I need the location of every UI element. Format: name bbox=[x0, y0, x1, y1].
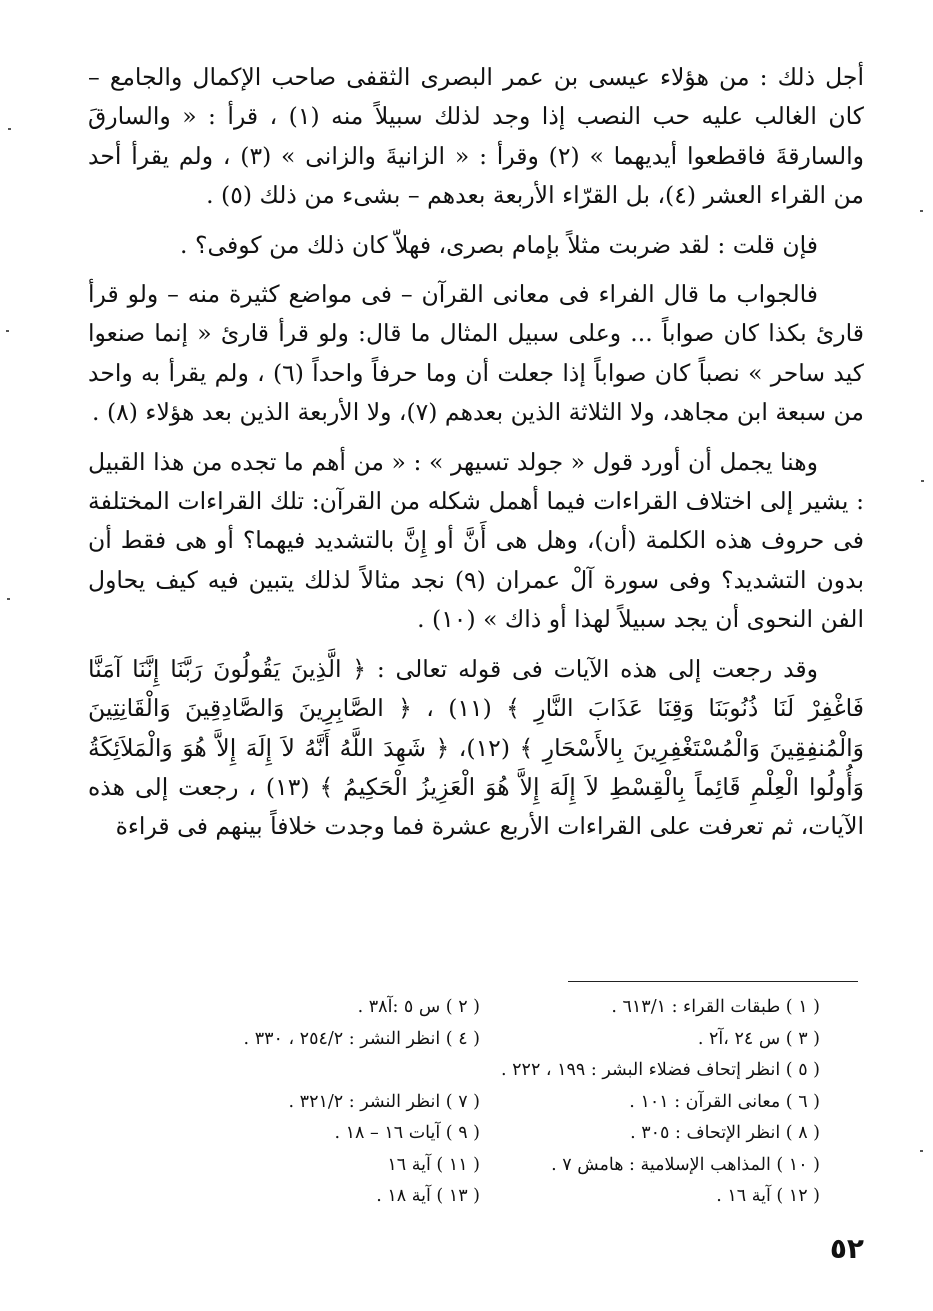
footnote: ( ١٣ ) آية ١٨ . bbox=[376, 1186, 480, 1206]
footnote-row bbox=[140, 992, 820, 1024]
footnote: ( ١ ) طبقات القراء : ٦١٣/١ . bbox=[611, 997, 820, 1017]
scan-speck bbox=[7, 598, 10, 600]
paragraph: فإن قلت : لقد ضربت مثلاً بإمام بصرى، فهلاّ كان ذلك من كوفى؟ . bbox=[180, 230, 818, 259]
scan-speck bbox=[920, 1150, 923, 1152]
main-text bbox=[88, 58, 864, 857]
footnote: ( ١٢ ) آية ١٦ . bbox=[716, 1186, 820, 1206]
page-number: ٥٢ bbox=[829, 1232, 864, 1265]
scan-speck bbox=[920, 210, 923, 212]
footnote-row bbox=[140, 1118, 820, 1150]
footnote: ( ٣ ) س ٢٤ ،آ٢ . bbox=[697, 1028, 820, 1049]
footnote-row bbox=[140, 1181, 820, 1213]
scan-speck bbox=[8, 128, 11, 130]
paragraph: وقد رجعت إلى هذه الآيات فى قوله تعالى : ﴿ الَّذِينَ يَقُولُونَ رَبَّنَا إِنَّنَا آمَنَّا فَاغْفِرْ لَنَا ذُنُوبَنَا وَقِنَا عَذَابَ النَّارِ ﴾ (١١) ، ﴿ الصَّابِرِينَ وَالصَّادِقِينَ وَالْقَانِتِينَ وَالْمُنفِقِينَ وَالْمُسْتَغْفِرِينَ بِالأَسْحَارِ ﴾ (١٢)، ﴿ شَهِدَ اللَّهُ أَنَّهُ لاَ إِلَهَ إِلاَّ هُوَ وَالْمَلاَئِكَةُ وَأُولُوا الْعِلْمِ قَائِماً بِالْقِسْطِ لاَ إِلَهَ إِلاَّ هُوَ الْعَزِيزُ الْحَكِيمُ ﴾ (١٣) ، رجعت إلى هذه الآيات، ثم تعرفت على القراءات الأربع عشرة فما وجدت خلافاً بينهم فى قراءة bbox=[88, 654, 865, 841]
footnote: ( ٥ ) انظر إتحاف فضلاء البشر : ١٩٩ ، ٢٢٢ . bbox=[501, 1060, 820, 1080]
footnote-row bbox=[140, 1087, 820, 1119]
footnote: ( ٤ ) انظر النشر : ٢٥٤/٢ ، ٣٣٠ . bbox=[243, 1028, 480, 1049]
footnote: ( ٦ ) معانى القرآن : ١٠١ . bbox=[629, 1091, 820, 1112]
footnote: ( ٨ ) انظر الإتحاف : ٣٠٥ . bbox=[630, 1123, 820, 1143]
footnote: ( ٧ ) انظر النشر : ٣٢١/٢ . bbox=[288, 1091, 480, 1112]
footnote: ( ١١ ) آية ١٦ bbox=[387, 1154, 480, 1175]
footnote: ( ٢ ) س ٥ :آ٣٨ . bbox=[357, 997, 480, 1017]
paragraph: فالجواب ما قال الفراء فى معانى القرآن – فى مواضع كثيرة منه – ولو قرأ قارئ بكذا كان صواباً ... وعلى سبيل المثال ما قال: ولو قرأ قارئ « إنما صنعوا كيد ساحر » نصباً كان صواباً إذا جعلت أن وما حرفاً واحداً (٦) ، ولم يقرأ به واحد من سبعة ابن مجاهد، ولا الثلاثة الذين بعدهم (٧)، ولا الأربعة الذين بعد هؤلاء (٨) . bbox=[88, 280, 864, 427]
footnote: ( ٩ ) آيات ١٦ – ١٨ . bbox=[334, 1123, 480, 1143]
footnote-divider bbox=[568, 981, 858, 982]
footnote-row bbox=[140, 1024, 820, 1056]
footnote-row bbox=[140, 1150, 820, 1182]
paragraph: أجل ذلك : من هؤلاء عيسى بن عمر البصرى الثقفى صاحب الإكمال والجامع – كان الغالب عليه حب النصب إذا وجد لذلك سبيلاً منه (١) ، قرأ : « والسارقَ والسارقةَ فاقطعوا أيديهما » (٢) وقرأ : « الزانيةَ والزانى » (٣) ، ولم يقرأ أحد من القراء العشر (٤)، بل القرّاء الأربعة بعدهم – بشىء من ذلك (٥) . bbox=[88, 63, 865, 210]
footnote-row bbox=[140, 1055, 820, 1087]
paragraph: وهنا يجمل أن أورد قول « جولد تسيهر » : « من أهم ما تجده من هذا القبيل : يشير إلى اختلاف القراءات فيما أهمل شكله من القرآن: تلك القراءات المختلفة فى حروف هذه الكلمة (أن)، وهل هى أَنَّ أو إِنَّ بالتشديد فيهما؟ أو هى فقط أن بدون التشديد؟ وفى سورة آلْ عمران (٩) نجد مثالاً لذلك يتبين فيه كيف يحاول الفن النحوى أن يجد سبيلاً لهذا أو ذاك » (١٠) . bbox=[88, 447, 864, 634]
scan-speck bbox=[6, 330, 9, 332]
footnotes bbox=[140, 992, 820, 1213]
footnote: ( ١٠ ) المذاهب الإسلامية : هامش ٧ . bbox=[551, 1154, 820, 1175]
scan-speck bbox=[921, 480, 924, 482]
